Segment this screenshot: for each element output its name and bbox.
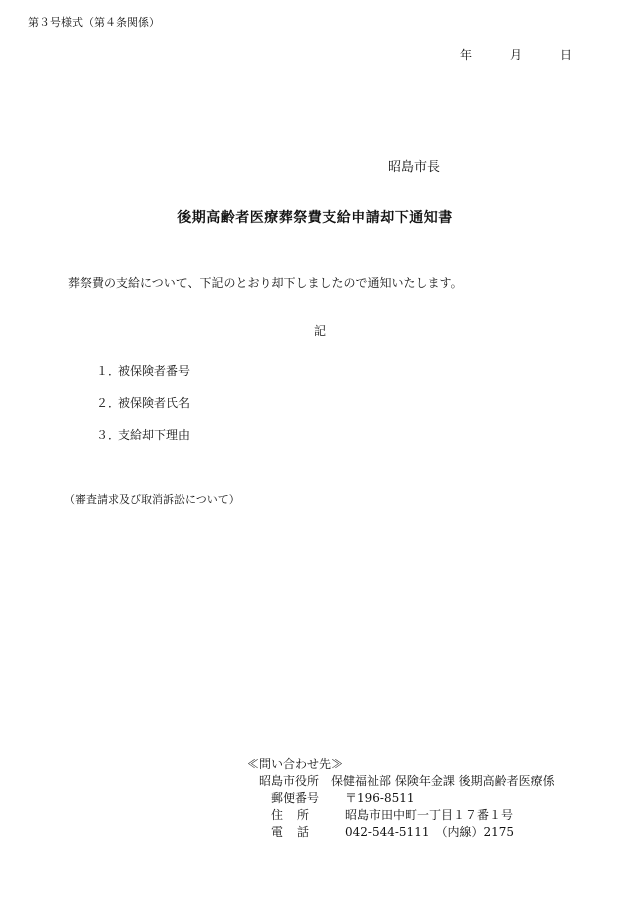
phone-value: 042-544-5111 （内線）2175	[345, 825, 514, 839]
date-month: 月	[510, 48, 523, 62]
contact-heading: ≪問い合わせ先≫	[247, 757, 344, 771]
address-label: 住所	[271, 808, 324, 822]
item-number: １．	[96, 364, 121, 378]
item-label: 被保険者番号	[118, 364, 191, 378]
phone-label: 電話	[271, 825, 324, 839]
postal-label: 郵便番号	[271, 791, 320, 805]
list-item	[96, 426, 190, 443]
date-day: 日	[560, 48, 573, 62]
ki-heading: 記	[313, 324, 326, 338]
contact-postal-row	[271, 789, 415, 806]
contact-phone-row	[271, 823, 514, 840]
list-item	[96, 394, 190, 411]
postal-value: 〒196-8511	[345, 791, 415, 805]
item-label: 被保険者氏名	[118, 396, 191, 410]
issuer: 昭島市長	[388, 160, 441, 175]
appeal-note: （審査請求及び取消訴訟について）	[64, 493, 240, 506]
address-value: 昭島市田中町一丁目１７番１号	[345, 808, 514, 822]
date-year: 年	[460, 48, 473, 62]
body-text: 葬祭費の支給について、下記のとおり却下しましたので通知いたします。	[68, 276, 463, 290]
item-number: ２．	[96, 396, 121, 410]
document-title: 後期高齢者医療葬祭費支給申請却下通知書	[177, 210, 453, 226]
contact-organization: 昭島市役所 保健福祉部 保険年金課 後期高齢者医療係	[259, 774, 555, 788]
form-number: 第３号様式（第４条関係）	[28, 16, 160, 29]
contact-address-row	[271, 806, 513, 823]
item-number: ３．	[96, 428, 121, 442]
list-item	[96, 362, 190, 379]
item-label: 支給却下理由	[118, 428, 191, 442]
